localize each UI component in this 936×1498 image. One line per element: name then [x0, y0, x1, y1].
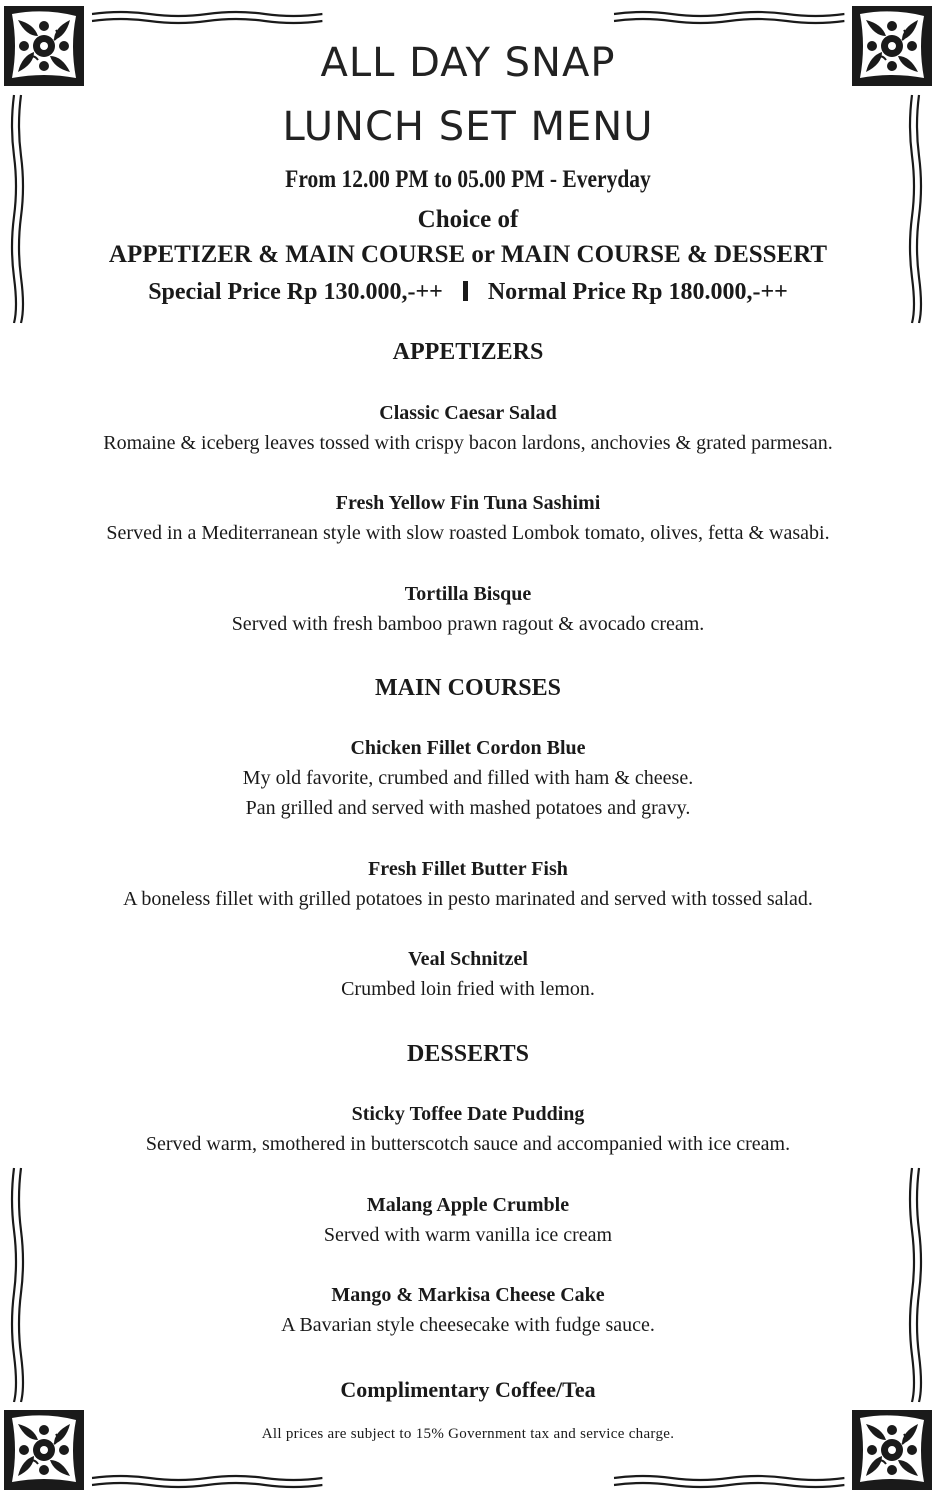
tax-note: All prices are subject to 15% Government tax and service charge. [261, 1426, 675, 1442]
item-name: Tortilla Bisque [404, 583, 532, 605]
item-desc: A boneless fillet with grilled potatoes in pesto marinated and served with tossed salad. [123, 888, 813, 910]
wave-bottom-left [92, 1476, 322, 1487]
item-desc: Crumbed loin fried with lemon. [341, 978, 595, 1000]
item-name: Mango & Markisa Cheese Cake [331, 1284, 605, 1306]
section-title-desserts: DESSERTS [407, 1041, 529, 1067]
price-divider [463, 281, 468, 301]
item-desc: Served with warm vanilla ice cream [323, 1224, 613, 1246]
corner-ornament-bottom-left [4, 1410, 84, 1490]
choice-options: APPETIZER & MAIN COURSE or MAIN COURSE & DESSERT [108, 241, 828, 268]
wave-bottom-right [614, 1476, 844, 1487]
title-line-1: ALL DAY SNAP [320, 40, 616, 86]
item-desc: Romaine & iceberg leaves tossed with crispy bacon lardons, anchovies & grated parmesan. [103, 432, 833, 454]
complimentary-text: Complimentary Coffee/Tea [340, 1377, 596, 1402]
item-name: Fresh Fillet Butter Fish [368, 858, 568, 880]
item-name: Fresh Yellow Fin Tuna Sashimi [335, 492, 601, 514]
section-title-main-courses: MAIN COURSES [374, 675, 562, 701]
item-name: Sticky Toffee Date Pudding [351, 1103, 585, 1125]
item-desc: A Bavarian style cheesecake with fudge sauce. [281, 1314, 655, 1336]
hours-text: From 12.00 PM to 05.00 PM - Everyday [285, 166, 651, 193]
corner-ornament-bottom-right [852, 1410, 932, 1490]
special-price: Special Price Rp 130.000,-++ [148, 279, 443, 305]
item-name: Classic Caesar Salad [379, 402, 557, 424]
wave-top-left [92, 12, 322, 23]
wave-top-right [614, 12, 844, 23]
choice-label: Choice of [417, 206, 519, 233]
item-desc: Served warm, smothered in butterscotch sauce and accompanied with ice cream. [145, 1133, 791, 1155]
item-desc: Served with fresh bamboo prawn ragout & avocado cream. [231, 613, 705, 635]
item-desc-line-2: Pan grilled and served with mashed potatoes and gravy. [245, 797, 691, 819]
item-desc: My old favorite, crumbed and filled with ham & cheese. [242, 767, 694, 789]
normal-price: Normal Price Rp 180.000,-++ [487, 279, 788, 305]
item-name: Veal Schnitzel [408, 948, 528, 970]
title-line-2: LUNCH SET MENU [282, 104, 654, 150]
section-title-appetizers: APPETIZERS [392, 339, 544, 365]
item-desc: Served in a Mediterranean style with slow roasted Lombok tomato, olives, fetta & wasabi. [106, 522, 830, 544]
price-row [0, 279, 936, 306]
item-name: Chicken Fillet Cordon Blue [350, 737, 586, 759]
item-name: Malang Apple Crumble [366, 1194, 570, 1216]
